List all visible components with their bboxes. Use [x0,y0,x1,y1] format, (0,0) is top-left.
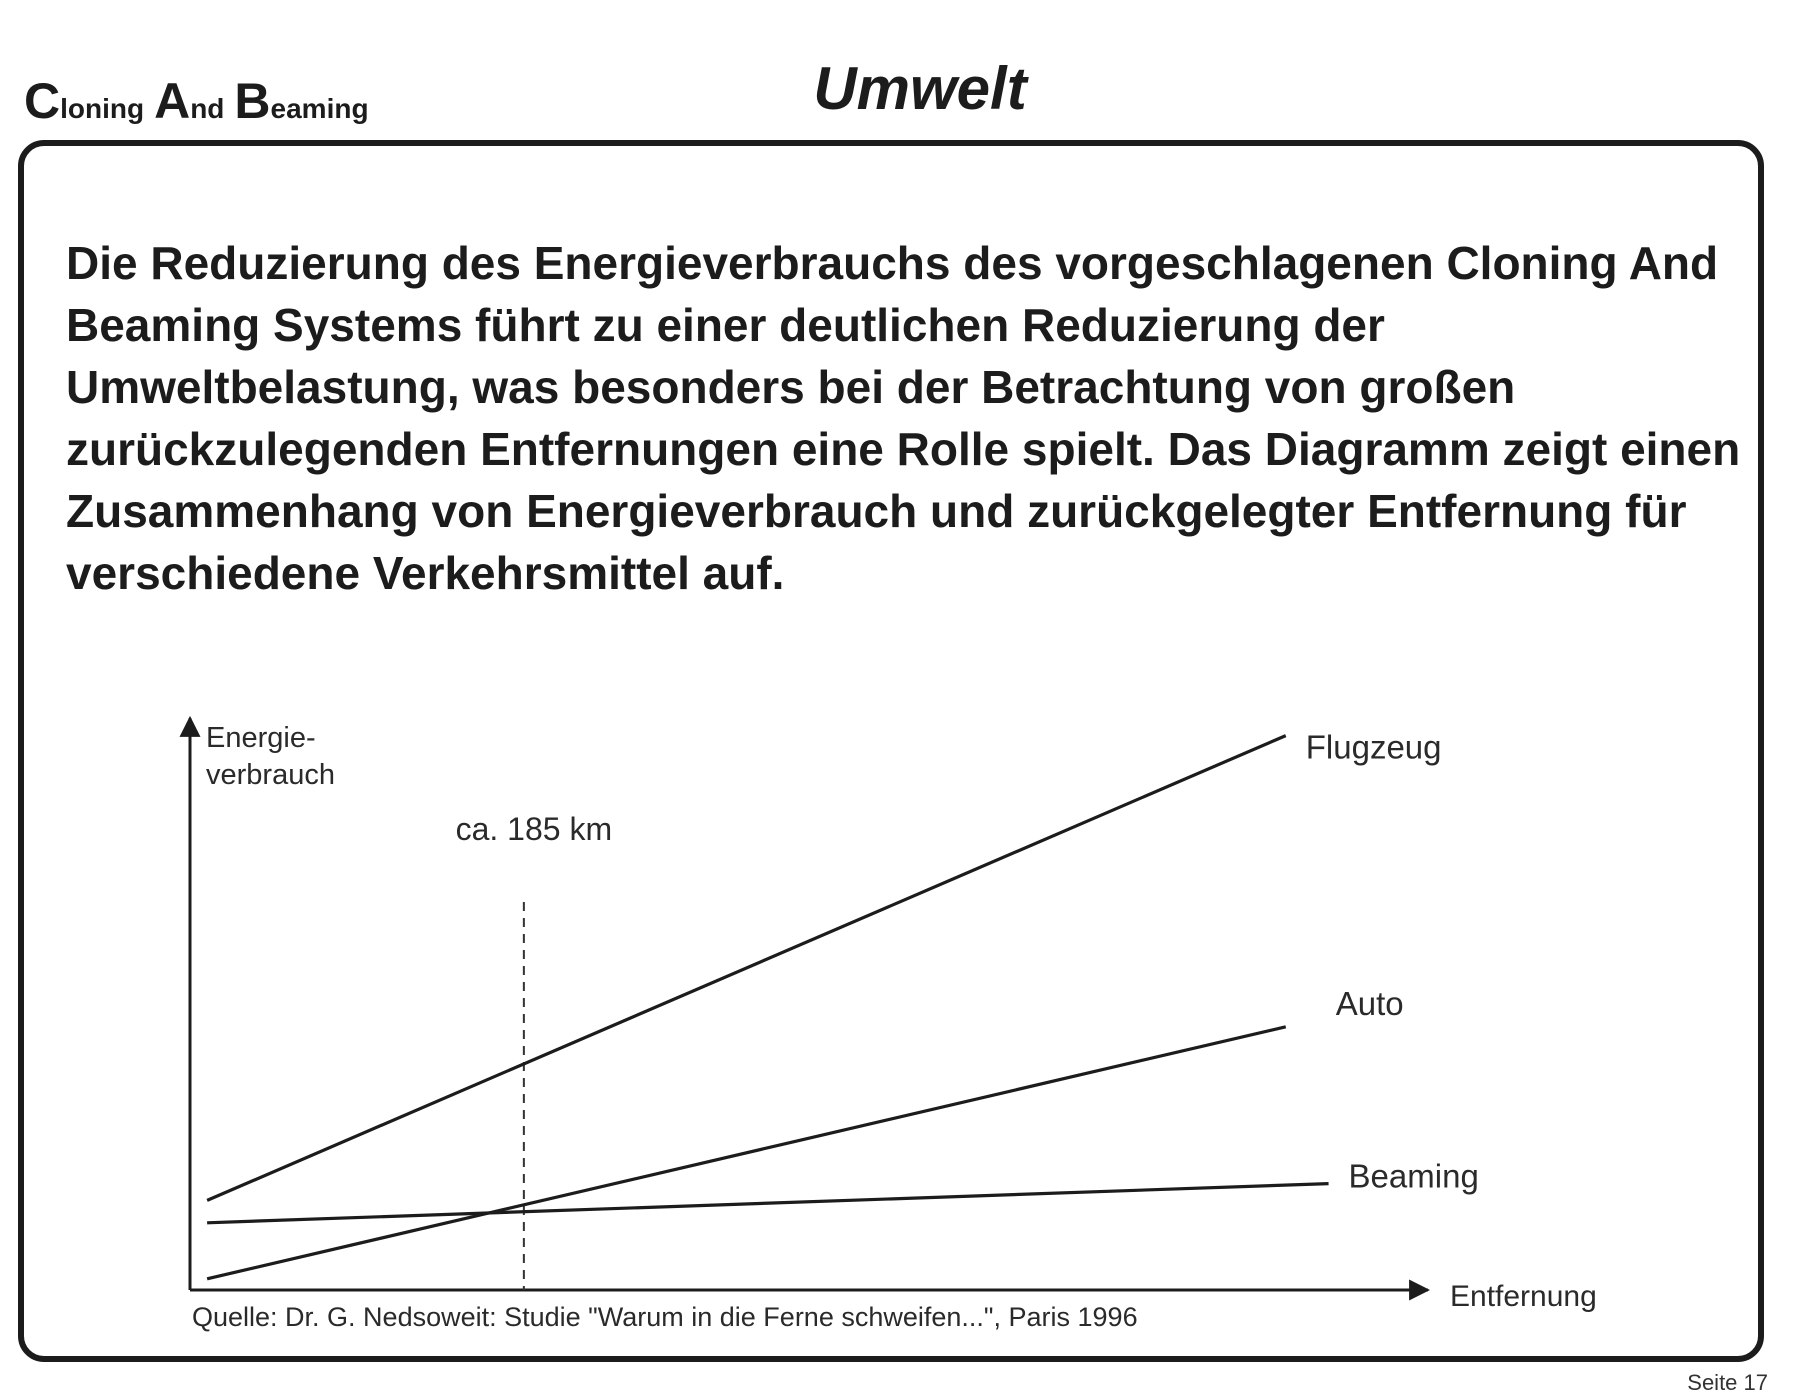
intro-paragraph: Die Reduzierung des Energieverbrauchs des vorgeschlagenen Cloning And Beaming Systems führt zu einer deutlichen Reduzierung der Umweltbelastung, was besonders bei der Betrachtung von großen zurückzulegenden Entfernungen eine Rolle spielt. Das Diagramm zeigt einen Zusammenhang von Energieverbrauch und zurückgelegter Entfernung für verschiedene Verkehrsmittel auf. [66,237,1741,599]
x-axis-label: Entfernung [1450,1280,1597,1313]
series-group [207,729,1479,1279]
brand-rest-b: eaming [270,93,369,124]
y-axis-label-line-1: Energie- [206,722,316,754]
brand-cap-c: C [24,73,61,129]
distance-marker-label: ca. 185 km [455,811,613,847]
series-line-flugzeug [207,736,1286,1201]
series-line-auto [207,1027,1286,1279]
brand-cap-a: A [154,73,191,129]
brand-cap-b: B [234,73,271,129]
brand-rest-a: nd [190,93,225,124]
source-citation: Quelle: Dr. G. Nedsoweit: Studie "Warum in die Ferne schweifen...", Paris 1996 [192,1302,1138,1332]
series-label-auto: Auto [1335,984,1404,1022]
page-title: Umwelt [813,55,1027,122]
brand-rest-c: loning [60,93,145,124]
series-line-beaming [207,1184,1328,1223]
page-number: Seite 17 [1687,1370,1768,1395]
series-label-flugzeug: Flugzeug [1305,728,1442,766]
series-label-beaming: Beaming [1348,1157,1479,1195]
y-axis-label-line-2: verbrauch [206,759,335,791]
